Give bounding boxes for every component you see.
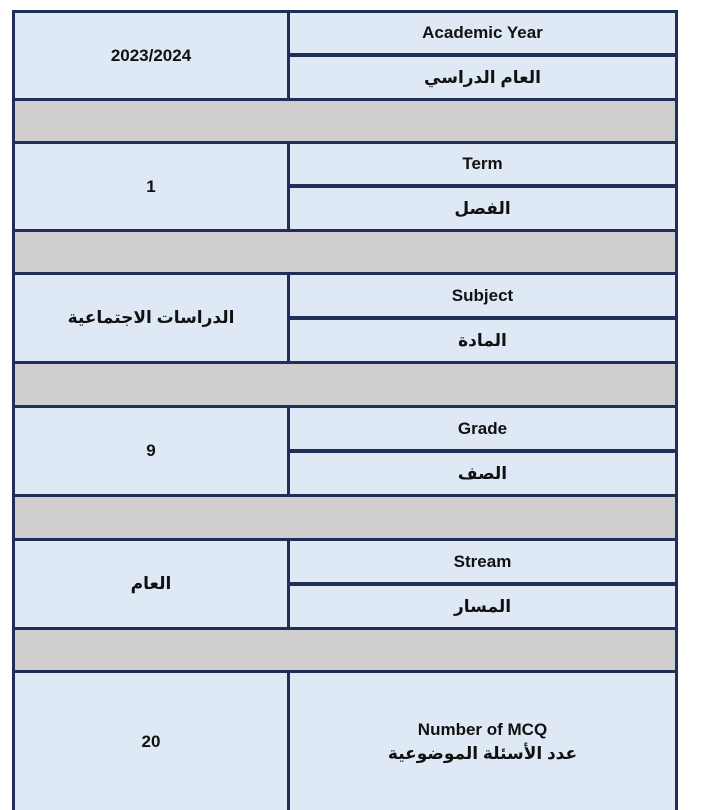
grade-label-en xyxy=(290,408,675,449)
term-label-en xyxy=(290,144,675,184)
stream-label-ar-text: المسار xyxy=(453,596,512,616)
mcq-value xyxy=(15,673,287,810)
separator-row xyxy=(15,101,675,141)
subject-value xyxy=(15,275,287,361)
stream-label-ar xyxy=(290,586,675,627)
stream-label-en xyxy=(290,541,675,582)
grade-label-ar-text: الصف xyxy=(457,463,508,483)
academic-year-value-text: 2023/2024 xyxy=(110,45,192,65)
subject-label-ar xyxy=(290,320,675,361)
grade-value-text: 9 xyxy=(146,441,156,460)
academic-year-label-en xyxy=(290,13,675,53)
academic-year-label-ar xyxy=(290,57,675,98)
mcq-label-en-text: Number of MCQ xyxy=(417,719,548,739)
term-label-ar xyxy=(290,188,675,229)
subject-label-ar-text: المادة xyxy=(458,330,507,350)
grade-label-ar xyxy=(290,453,675,494)
subject-value-text: الدراسات الاجتماعية xyxy=(67,308,235,327)
subject-label-en-text: Subject xyxy=(451,285,514,305)
grade-value xyxy=(15,408,287,494)
separator-row xyxy=(15,364,675,405)
academic-year-label-en-text: Academic Year xyxy=(422,23,543,42)
term-value-text: 1 xyxy=(146,176,156,196)
academic-year-value xyxy=(15,13,287,98)
info-table xyxy=(12,10,678,810)
mcq-value-text: 20 xyxy=(141,731,161,751)
stream-value-text: العام xyxy=(130,574,172,593)
separator-row xyxy=(15,232,675,272)
term-value xyxy=(15,144,287,229)
grade-label-en-text: Grade xyxy=(457,418,508,438)
mcq-label xyxy=(290,673,675,810)
subject-label-en xyxy=(290,275,675,316)
term-label-en-text: Term xyxy=(462,154,503,173)
stream-value xyxy=(15,541,287,627)
mcq-label-ar-text: عدد الأسئلة الموضوعية xyxy=(387,743,578,763)
separator-row xyxy=(15,630,675,670)
academic-year-label-ar-text: العام الدراسي xyxy=(424,67,541,87)
separator-row xyxy=(15,497,675,538)
term-label-ar-text: الفصل xyxy=(454,198,511,218)
stream-label-en-text: Stream xyxy=(453,551,512,571)
